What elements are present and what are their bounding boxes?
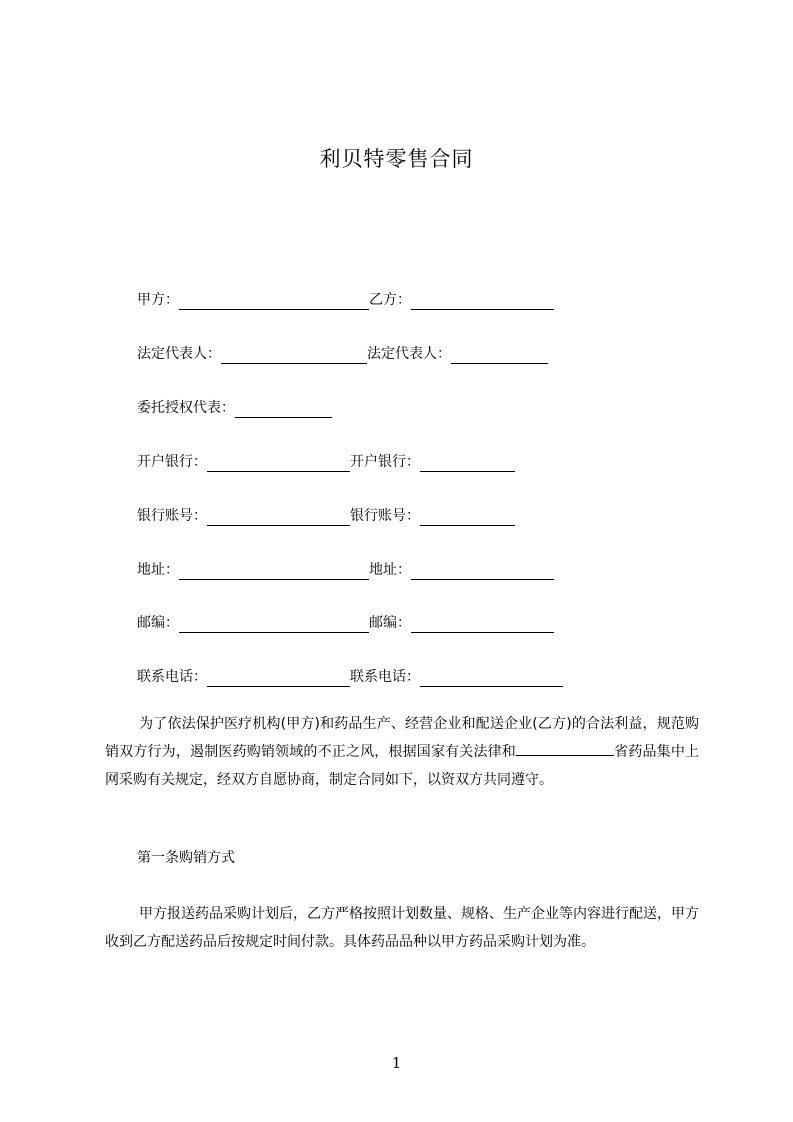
party-b-blank[interactable] bbox=[411, 295, 554, 310]
province-blank-2[interactable] bbox=[566, 743, 614, 756]
postcode-b-label: 邮编： bbox=[369, 615, 411, 631]
legal-rep-b-label: 法定代表人： bbox=[367, 346, 451, 362]
contract-title: 利贝特零售合同 bbox=[319, 147, 474, 171]
page-number: 1 bbox=[391, 1054, 402, 1072]
bank-row bbox=[137, 452, 515, 472]
postcode-b-blank[interactable] bbox=[411, 618, 554, 633]
phone-a-blank[interactable] bbox=[207, 672, 350, 687]
address-a-blank[interactable] bbox=[179, 565, 369, 580]
party-row bbox=[137, 290, 554, 310]
province-blank-1[interactable] bbox=[516, 743, 566, 756]
bank-a-blank[interactable] bbox=[207, 457, 350, 472]
account-row bbox=[137, 506, 515, 526]
party-b-label: 乙方： bbox=[369, 292, 411, 308]
address-b-blank[interactable] bbox=[411, 565, 554, 580]
article-1-text: 甲方报送药品采购计划后，乙方严格按照计划数量、规格、生产企业等内容进行配送，甲方收到乙方配送药品后按规定时间付款。具体药品品种以甲方药品采购计划为准。 bbox=[105, 906, 699, 950]
preamble-paragraph bbox=[105, 710, 699, 794]
preamble-text-2: 省药品集中上网采购有关规定，经双方自愿协商，制定合同如下，以资双方共同遵守。 bbox=[105, 744, 700, 788]
address-b-label: 地址： bbox=[369, 562, 411, 578]
address-a-label: 地址： bbox=[137, 562, 179, 578]
legal-rep-row bbox=[137, 344, 548, 364]
legal-rep-a-label: 法定代表人： bbox=[137, 346, 221, 362]
bank-a-label: 开户银行： bbox=[137, 454, 207, 470]
address-row bbox=[137, 560, 554, 580]
account-b-label: 银行账号： bbox=[350, 508, 420, 524]
article-1-heading: 第一条购销方式 bbox=[137, 850, 235, 866]
phone-b-label: 联系电话： bbox=[350, 669, 420, 685]
authorized-rep-label: 委托授权代表： bbox=[137, 400, 235, 416]
account-a-blank[interactable] bbox=[207, 511, 350, 526]
postcode-row bbox=[137, 613, 554, 633]
postcode-a-blank[interactable] bbox=[179, 618, 369, 633]
preamble-text-1: 为了依法保护医疗机构(甲方)和药品生产、经营企业和配送企业(乙方)的合法利益，规范购销双方行为，遏制医药购销领域的不正之风，根据国家有关法律和 bbox=[105, 716, 699, 760]
bank-b-blank[interactable] bbox=[420, 457, 515, 472]
article-1-body bbox=[105, 900, 699, 956]
phone-b-blank[interactable] bbox=[420, 672, 563, 687]
legal-rep-a-blank[interactable] bbox=[221, 349, 367, 364]
account-a-label: 银行账号： bbox=[137, 508, 207, 524]
postcode-a-label: 邮编： bbox=[137, 615, 179, 631]
legal-rep-b-blank[interactable] bbox=[451, 349, 548, 364]
phone-row bbox=[137, 667, 563, 687]
phone-a-label: 联系电话： bbox=[137, 669, 207, 685]
bank-b-label: 开户银行： bbox=[350, 454, 420, 470]
account-b-blank[interactable] bbox=[420, 511, 515, 526]
party-a-label: 甲方： bbox=[137, 292, 179, 308]
authorized-rep-blank[interactable] bbox=[235, 403, 332, 418]
authorized-rep-row bbox=[137, 398, 332, 418]
party-a-blank[interactable] bbox=[179, 295, 369, 310]
